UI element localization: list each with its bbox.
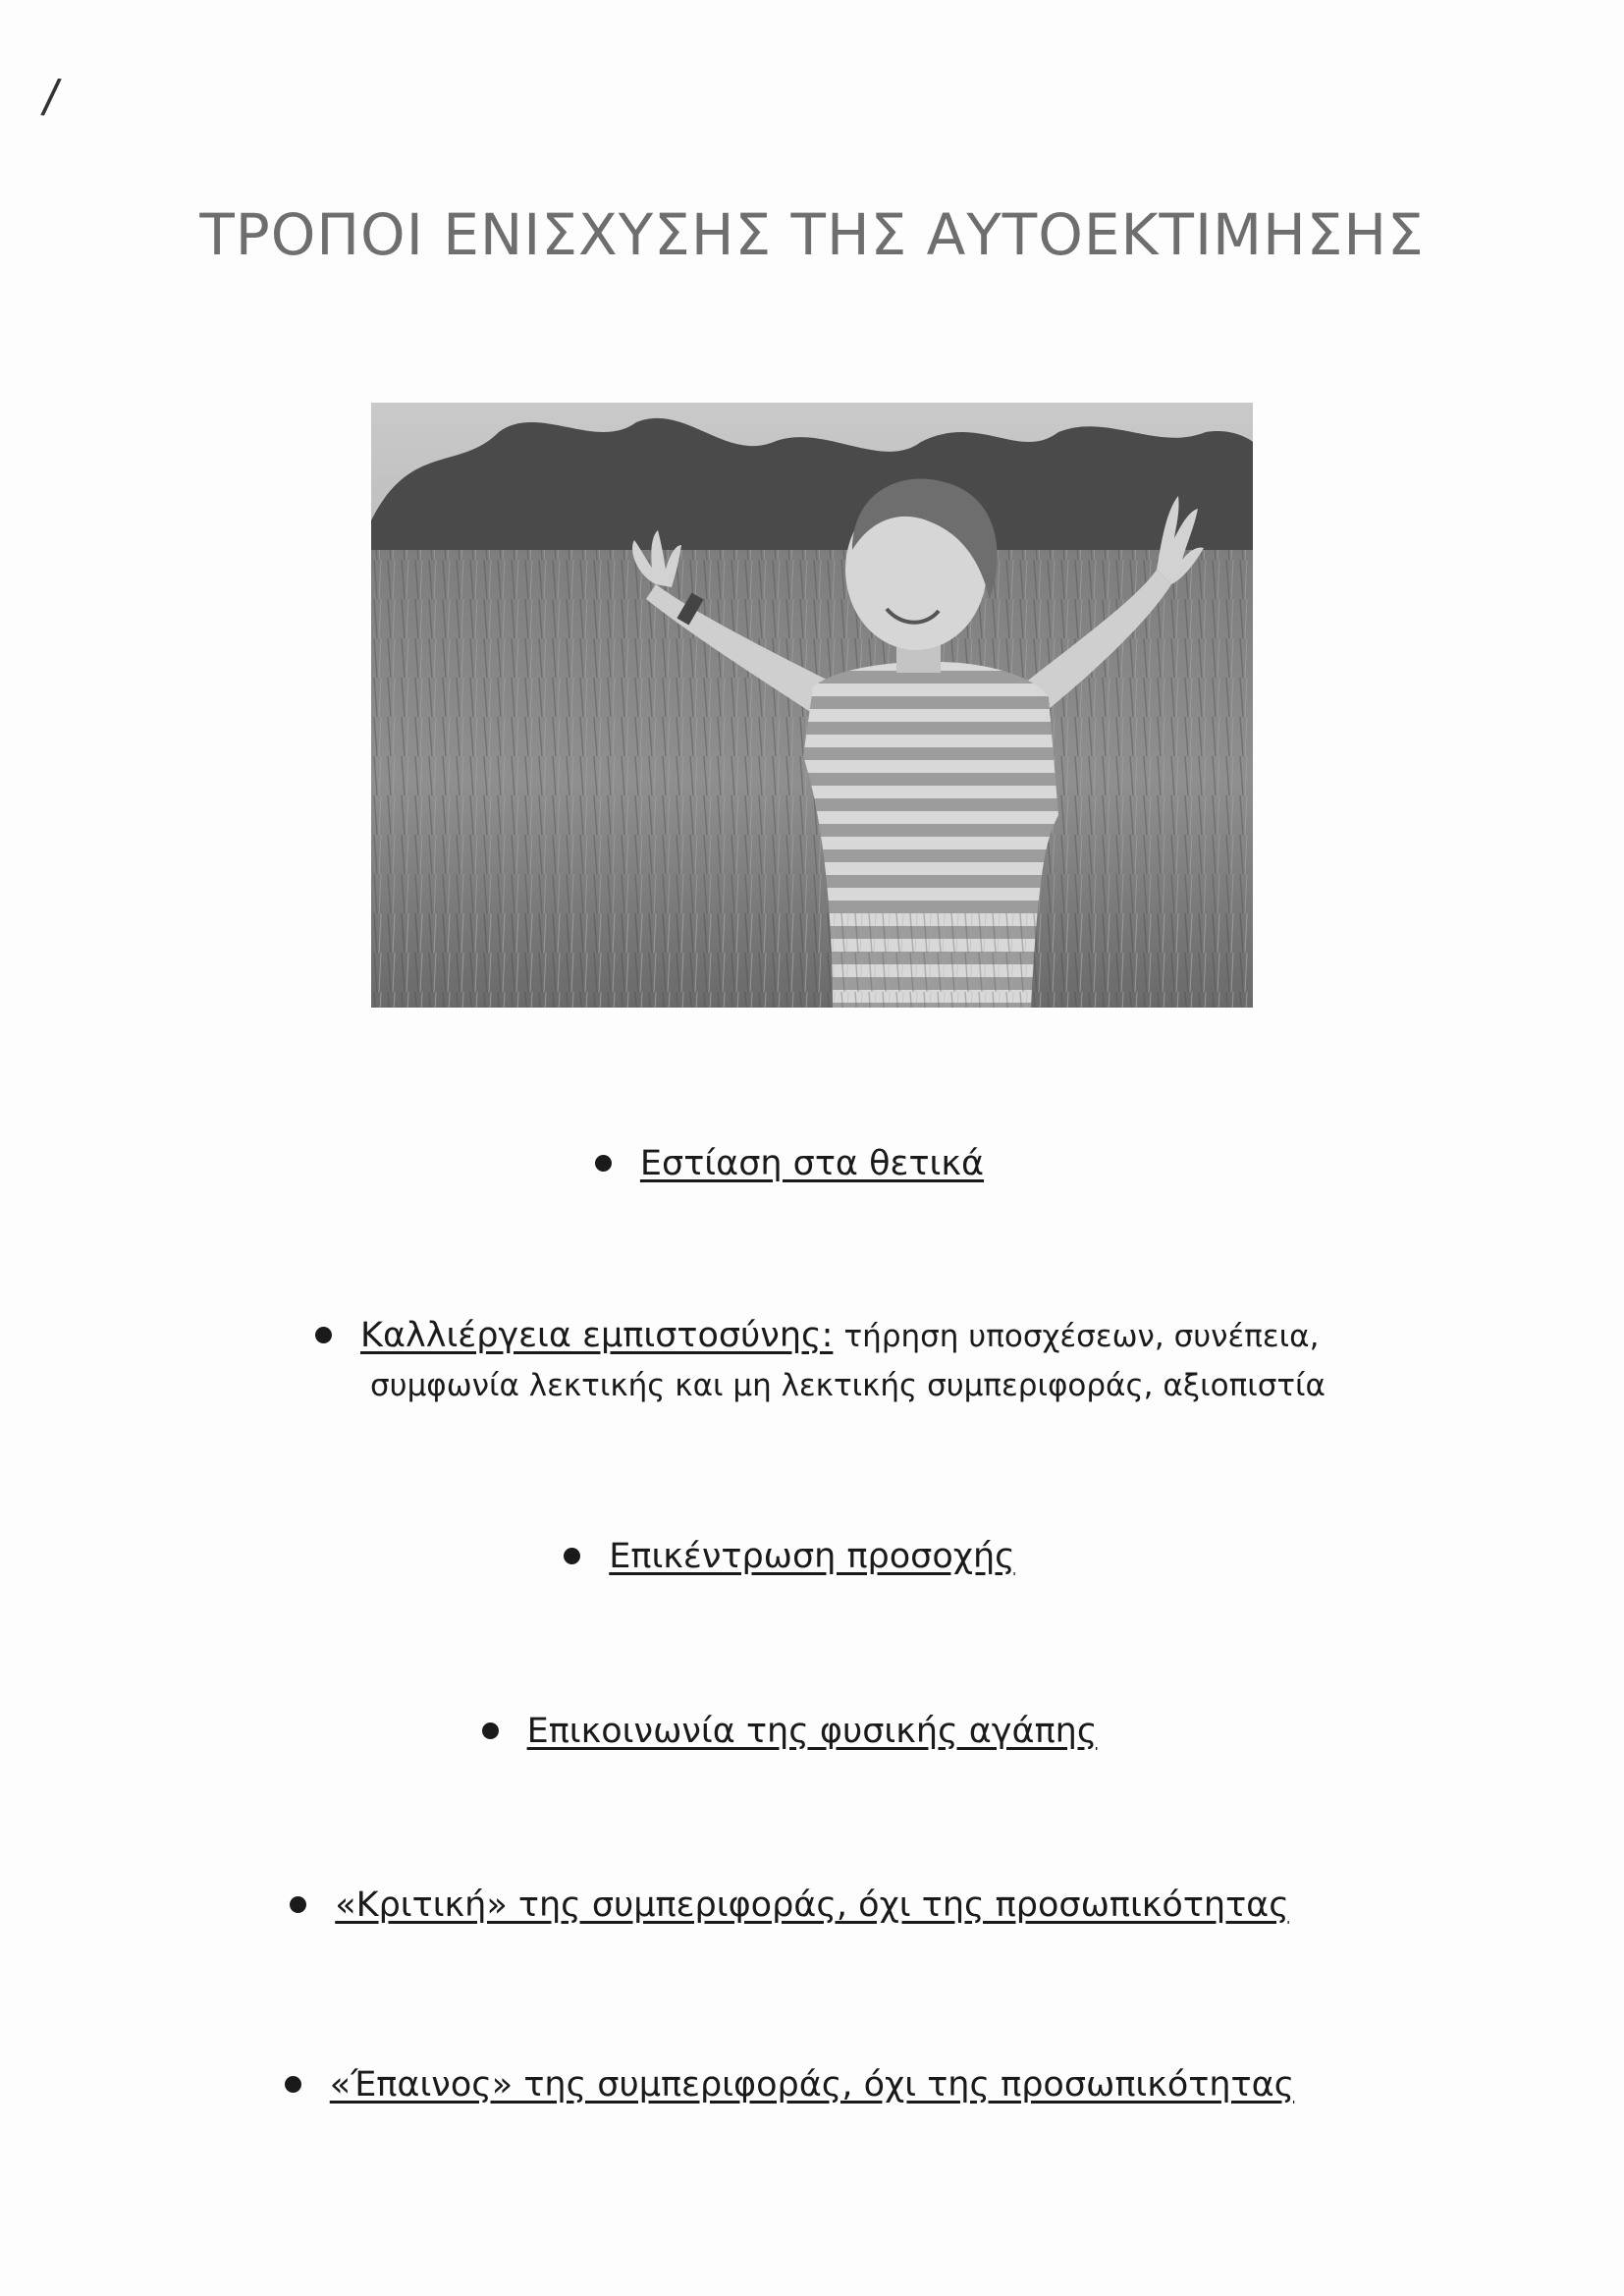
list-item <box>0 1139 1624 1188</box>
handwritten-mark: / <box>39 68 63 125</box>
item-heading: «Κριτική» της συμπεριφοράς, όχι της προσωπικότητας <box>335 1886 1289 1925</box>
item-heading: Καλλιέργεια εμπιστοσύνης: <box>360 1316 834 1355</box>
item-heading: «Έπαινος» της συμπεριφοράς, όχι της προσωπικότητας <box>329 2065 1295 2105</box>
child-in-wheat-field-photo <box>371 403 1253 1008</box>
bullet-icon <box>595 1155 612 1172</box>
item-heading: Επικέντρωση προσοχής <box>609 1537 1015 1576</box>
bullet-icon <box>482 1722 499 1739</box>
list-item <box>0 1881 1624 1930</box>
list-item <box>0 1707 1624 1756</box>
bullet-icon <box>285 2076 301 2093</box>
list-item <box>0 1532 1624 1581</box>
item-description: τήρηση υποσχέσεων, συνέπεια, <box>843 1319 1320 1354</box>
child-in-wheat-field-icon <box>371 403 1253 1008</box>
item-description: συμφωνία λεκτικής και μη λεκτικής συμπεριφοράς, αξιοπιστία <box>370 1368 1326 1403</box>
list-item <box>0 1311 1624 1410</box>
list-item <box>0 2060 1624 2109</box>
item-heading: Εστίαση στα θετικά <box>639 1144 985 1183</box>
bullet-icon <box>315 1327 332 1343</box>
bullet-icon <box>290 1896 306 1913</box>
item-heading: Επικοινωνία της φυσικής αγάπης <box>526 1712 1098 1751</box>
bullet-icon <box>564 1548 580 1564</box>
page-title: ΤΡΟΠΟΙ ΕΝΙΣΧΥΣΗΣ ΤΗΣ ΑΥΤΟΕΚΤΙΜΗΣΗΣ <box>199 201 1425 268</box>
